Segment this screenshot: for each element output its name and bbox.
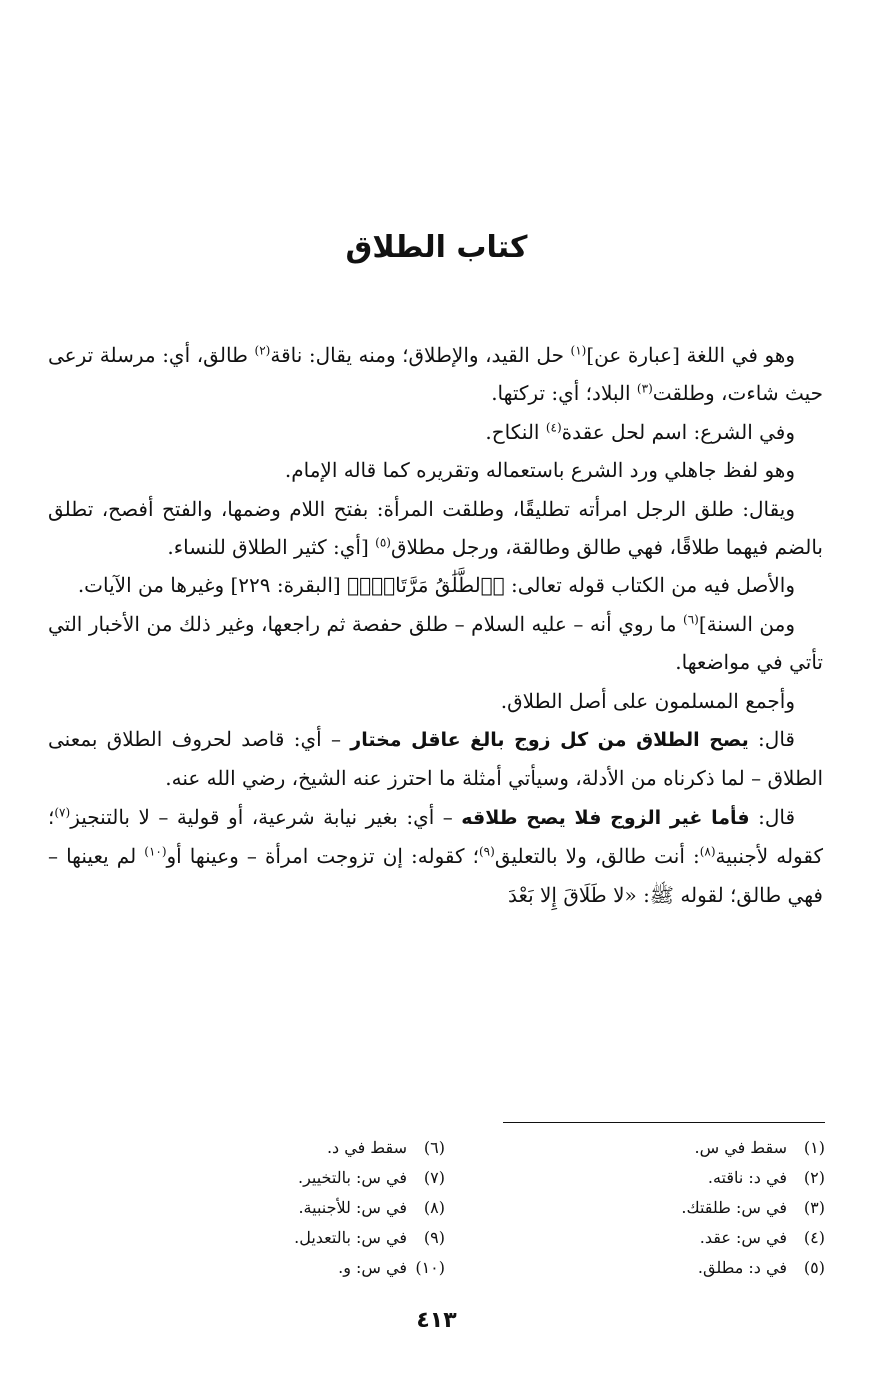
footnote-item xyxy=(75,1133,445,1163)
footnote-number: (٨) xyxy=(423,1198,445,1217)
text-run: والأصل فيه من الكتاب قوله تعالى: ﴿ٱلطَّلَٰقُ مَرَّتَانِۖ﴾ [البقرة: ٢٢٩] وغيرها من الآيات. xyxy=(77,573,795,598)
footnote-item xyxy=(75,1193,445,1223)
footnote-text: في س: للأجنبية. xyxy=(298,1198,407,1217)
text-run: قال: xyxy=(748,727,795,752)
paragraph xyxy=(48,682,823,720)
matn-bold: فأما غير الزوج فلا يصح طلاقه xyxy=(461,806,750,829)
footnote-text: سقط في س. xyxy=(694,1138,787,1157)
main-text xyxy=(48,336,823,914)
footnote-item xyxy=(75,1253,445,1283)
footnote-number: (٦) xyxy=(423,1138,445,1157)
paragraph xyxy=(48,451,823,489)
footnote-ref: (١) xyxy=(570,343,587,358)
footnote-ref: (٢) xyxy=(254,343,271,358)
footnote-number: (١) xyxy=(803,1138,825,1157)
text-run: طالق، أي: مرسلة ترعى حيث شاءت، وطلقت xyxy=(48,343,823,406)
footnote-item xyxy=(455,1223,825,1253)
footnote-divider xyxy=(503,1122,825,1123)
paragraph xyxy=(48,566,823,604)
text-run: ما روي أنه – عليه السلام – طلق حفصة ثم راجعها، وغير ذلك من الأخبار التي تأتي في مواضعها. xyxy=(48,611,823,675)
footnote-text: في س: بالتعديل. xyxy=(294,1228,407,1247)
paragraph xyxy=(48,413,823,451)
text-run: ومن السنة] xyxy=(698,611,795,636)
paragraph xyxy=(48,798,823,914)
footnote-number: (٧) xyxy=(423,1168,445,1187)
text-run: لم يعينها – فهي طالق؛ لقوله ﷺ: «لا طَلَاقَ إِلا بَعْدَ xyxy=(48,844,823,907)
footnote-number: (١٠) xyxy=(415,1258,445,1277)
footnote-ref: (٨) xyxy=(699,844,716,859)
footnote-text: في د: ناقته. xyxy=(707,1168,787,1187)
footnote-number: (٤) xyxy=(803,1228,825,1247)
text-run: وهو لفظ جاهلي ورد الشرع باستعماله وتقريره كما قاله الإمام. xyxy=(284,458,795,483)
footnote-text: في س: عقد. xyxy=(699,1228,787,1247)
footnote-number: (٣) xyxy=(803,1198,825,1217)
footnote-ref: (٥) xyxy=(375,535,391,550)
footnote-ref: (٧) xyxy=(54,805,71,820)
text-run: النكاح. xyxy=(485,419,546,444)
footnote-text: في س: و. xyxy=(338,1258,407,1277)
text-run: – أي: قاصد لحروف الطلاق بمعنى الطلاق – لما ذكرناه من الأدلة، وسيأتي أمثلة ما احترز عنه الشيخ، رضي الله عنه. xyxy=(48,727,823,791)
text-run: ؛ كقوله: إن تزوجت امرأة – وعينها أو xyxy=(166,844,479,869)
text-run: [أي: كثير الطلاق للنساء. xyxy=(167,535,376,560)
paragraph xyxy=(48,605,823,682)
text-run: ويقال: طلق الرجل امرأته تطليقًا، وطلقت المرأة: بفتح اللام وضمها، والفتح أفصح، تطلق بالضم فيهما طلاقًا، فهي طالق وطالقة، ورجل مطلاق xyxy=(48,496,823,560)
footnotes-column-right xyxy=(455,1133,825,1283)
chapter-title: كتاب الطلاق xyxy=(345,230,528,265)
text-run: وفي الشرع: اسم لحل عقدة xyxy=(561,419,795,444)
footnote-item xyxy=(455,1133,825,1163)
page-number: ٤١٣ xyxy=(416,1308,457,1333)
text-run: ؛ كقوله لأجنبية xyxy=(48,804,824,869)
footnote-text: في س: بالتخيير. xyxy=(297,1168,407,1187)
text-run: حل القيد، والإطلاق؛ ومنه يقال: ناقة xyxy=(270,343,571,367)
text-run: وهو في اللغة [عبارة عن] xyxy=(586,343,795,367)
footnote-text: في س: طلقتك. xyxy=(681,1198,787,1217)
footnote-item xyxy=(75,1223,445,1253)
footnote-number: (٩) xyxy=(423,1228,445,1247)
footnote-ref: (٣) xyxy=(636,381,653,396)
footnote-item xyxy=(455,1163,825,1193)
text-run: : أنت طالق، ولا بالتعليق xyxy=(494,844,700,869)
footnote-ref: (٩) xyxy=(478,844,495,859)
text-run: – أي: بغير نيابة شرعية، أو قولية – لا بالتنجيز xyxy=(70,804,462,829)
footnote-number: (٥) xyxy=(803,1258,825,1277)
paragraph xyxy=(48,490,823,567)
footnote-text: في د: مطلق. xyxy=(697,1258,787,1277)
footnote-ref: (٤) xyxy=(545,420,562,435)
text-run: وأجمع المسلمون على أصل الطلاق. xyxy=(500,688,795,713)
footnotes-column-left xyxy=(75,1133,445,1283)
paragraph xyxy=(48,720,823,798)
matn-bold: يصح الطلاق من كل زوج بالغ عاقل مختار xyxy=(350,729,749,752)
text-run: قال: xyxy=(749,804,796,829)
paragraph xyxy=(48,336,823,413)
footnote-ref: (٦) xyxy=(683,612,699,627)
footnote-number: (٢) xyxy=(803,1168,825,1187)
footnote-item xyxy=(455,1193,825,1223)
footnote-item xyxy=(75,1163,445,1193)
footnote-ref: (١٠) xyxy=(144,844,167,859)
footnote-text: سقط في د. xyxy=(326,1138,407,1157)
text-run: البلاد؛ أي: تركتها. xyxy=(491,381,637,406)
footnote-item xyxy=(455,1253,825,1283)
